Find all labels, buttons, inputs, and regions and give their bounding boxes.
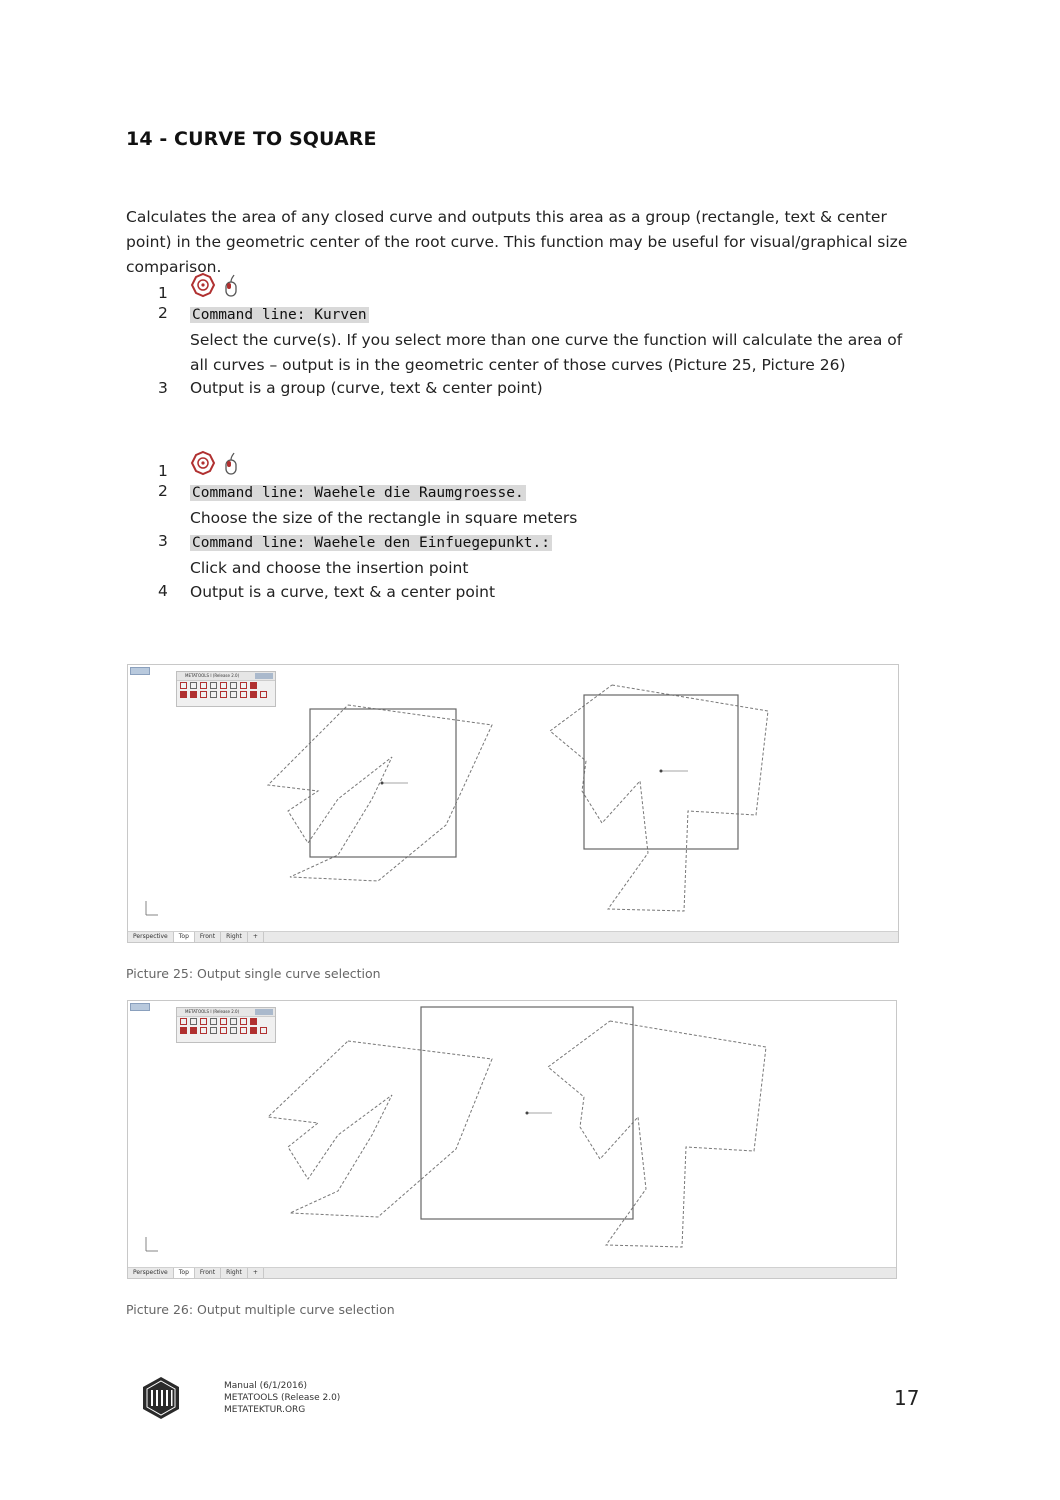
tab-front[interactable]: Front <box>195 932 221 942</box>
caption-picture-26: Picture 26: Output multiple curve selection <box>126 1302 395 1317</box>
step-text: Select the curve(s). If you select more than one curve the function will calculate the area of all curves – output is in the geometric center of those curves (Picture 25, Picture 26) <box>190 331 903 374</box>
tab-add[interactable]: + <box>248 932 264 942</box>
drawing-canvas <box>128 1001 896 1278</box>
caption-picture-25: Picture 25: Output single curve selection <box>126 966 381 981</box>
step-number: 1 <box>158 284 168 302</box>
step-text: Choose the size of the rectangle in square meters <box>190 509 578 527</box>
step-text: Click and choose the insertion point <box>190 559 469 577</box>
section-1 <box>126 272 926 402</box>
command-line-text: Command line: Waehele den Einfuegepunkt.: <box>192 535 550 551</box>
tab-perspective[interactable]: Perspective <box>128 1268 174 1278</box>
step-number: 4 <box>158 582 168 600</box>
section-2 <box>126 450 926 610</box>
toolbar-title: METATOOLS I (Release 2.0) <box>177 672 275 681</box>
footer-website: METATEKTUR.ORG <box>224 1405 306 1415</box>
tab-perspective[interactable]: Perspective <box>128 932 174 942</box>
command-line-text: Command line: Kurven <box>192 307 367 323</box>
drawing-canvas <box>128 665 898 942</box>
viewport-picture-26 <box>127 1000 897 1279</box>
step-number: 3 <box>158 379 168 397</box>
step-number: 2 <box>158 304 168 322</box>
tab-right[interactable]: Right <box>221 1268 248 1278</box>
tab-add[interactable]: + <box>248 1268 264 1278</box>
footer-release: METATOOLS (Release 2.0) <box>224 1393 341 1403</box>
step-number: 1 <box>158 462 168 480</box>
viewport-tabs <box>128 1267 896 1278</box>
page-number: 17 <box>894 1386 920 1410</box>
tab-top[interactable]: Top <box>174 1268 195 1278</box>
intro-paragraph: Calculates the area of any closed curve and outputs this area as a group (rectangle, text & center point) in the geometric center of the root curve. This function may be useful for visual/graphical size comparison. <box>126 208 908 276</box>
footer-info <box>224 1380 340 1416</box>
tab-top[interactable]: Top <box>174 932 195 942</box>
step-number: 3 <box>158 532 168 550</box>
mouse-icon <box>224 452 238 476</box>
tab-front[interactable]: Front <box>195 1268 221 1278</box>
target-tool-icon <box>190 272 216 298</box>
viewport-tabs <box>128 931 898 942</box>
command-line-text: Command line: Waehele die Raumgroesse. <box>192 485 524 501</box>
metatektur-logo-icon <box>140 1375 182 1421</box>
toolbar-title: METATOOLS I (Release 2.0) <box>177 1008 275 1017</box>
mouse-icon <box>224 274 238 298</box>
step-icons <box>190 450 238 476</box>
footer-manual-date: Manual (6/1/2016) <box>224 1381 308 1391</box>
viewport-picture-25 <box>127 664 899 943</box>
step-text: Output is a curve, text & a center point <box>190 583 496 601</box>
step-number: 2 <box>158 482 168 500</box>
step-text: Output is a group (curve, text & center point) <box>190 379 543 397</box>
target-tool-icon <box>190 450 216 476</box>
page-title: 14 - CURVE TO SQUARE <box>126 128 377 150</box>
tab-right[interactable]: Right <box>221 932 248 942</box>
step-icons <box>190 272 238 298</box>
